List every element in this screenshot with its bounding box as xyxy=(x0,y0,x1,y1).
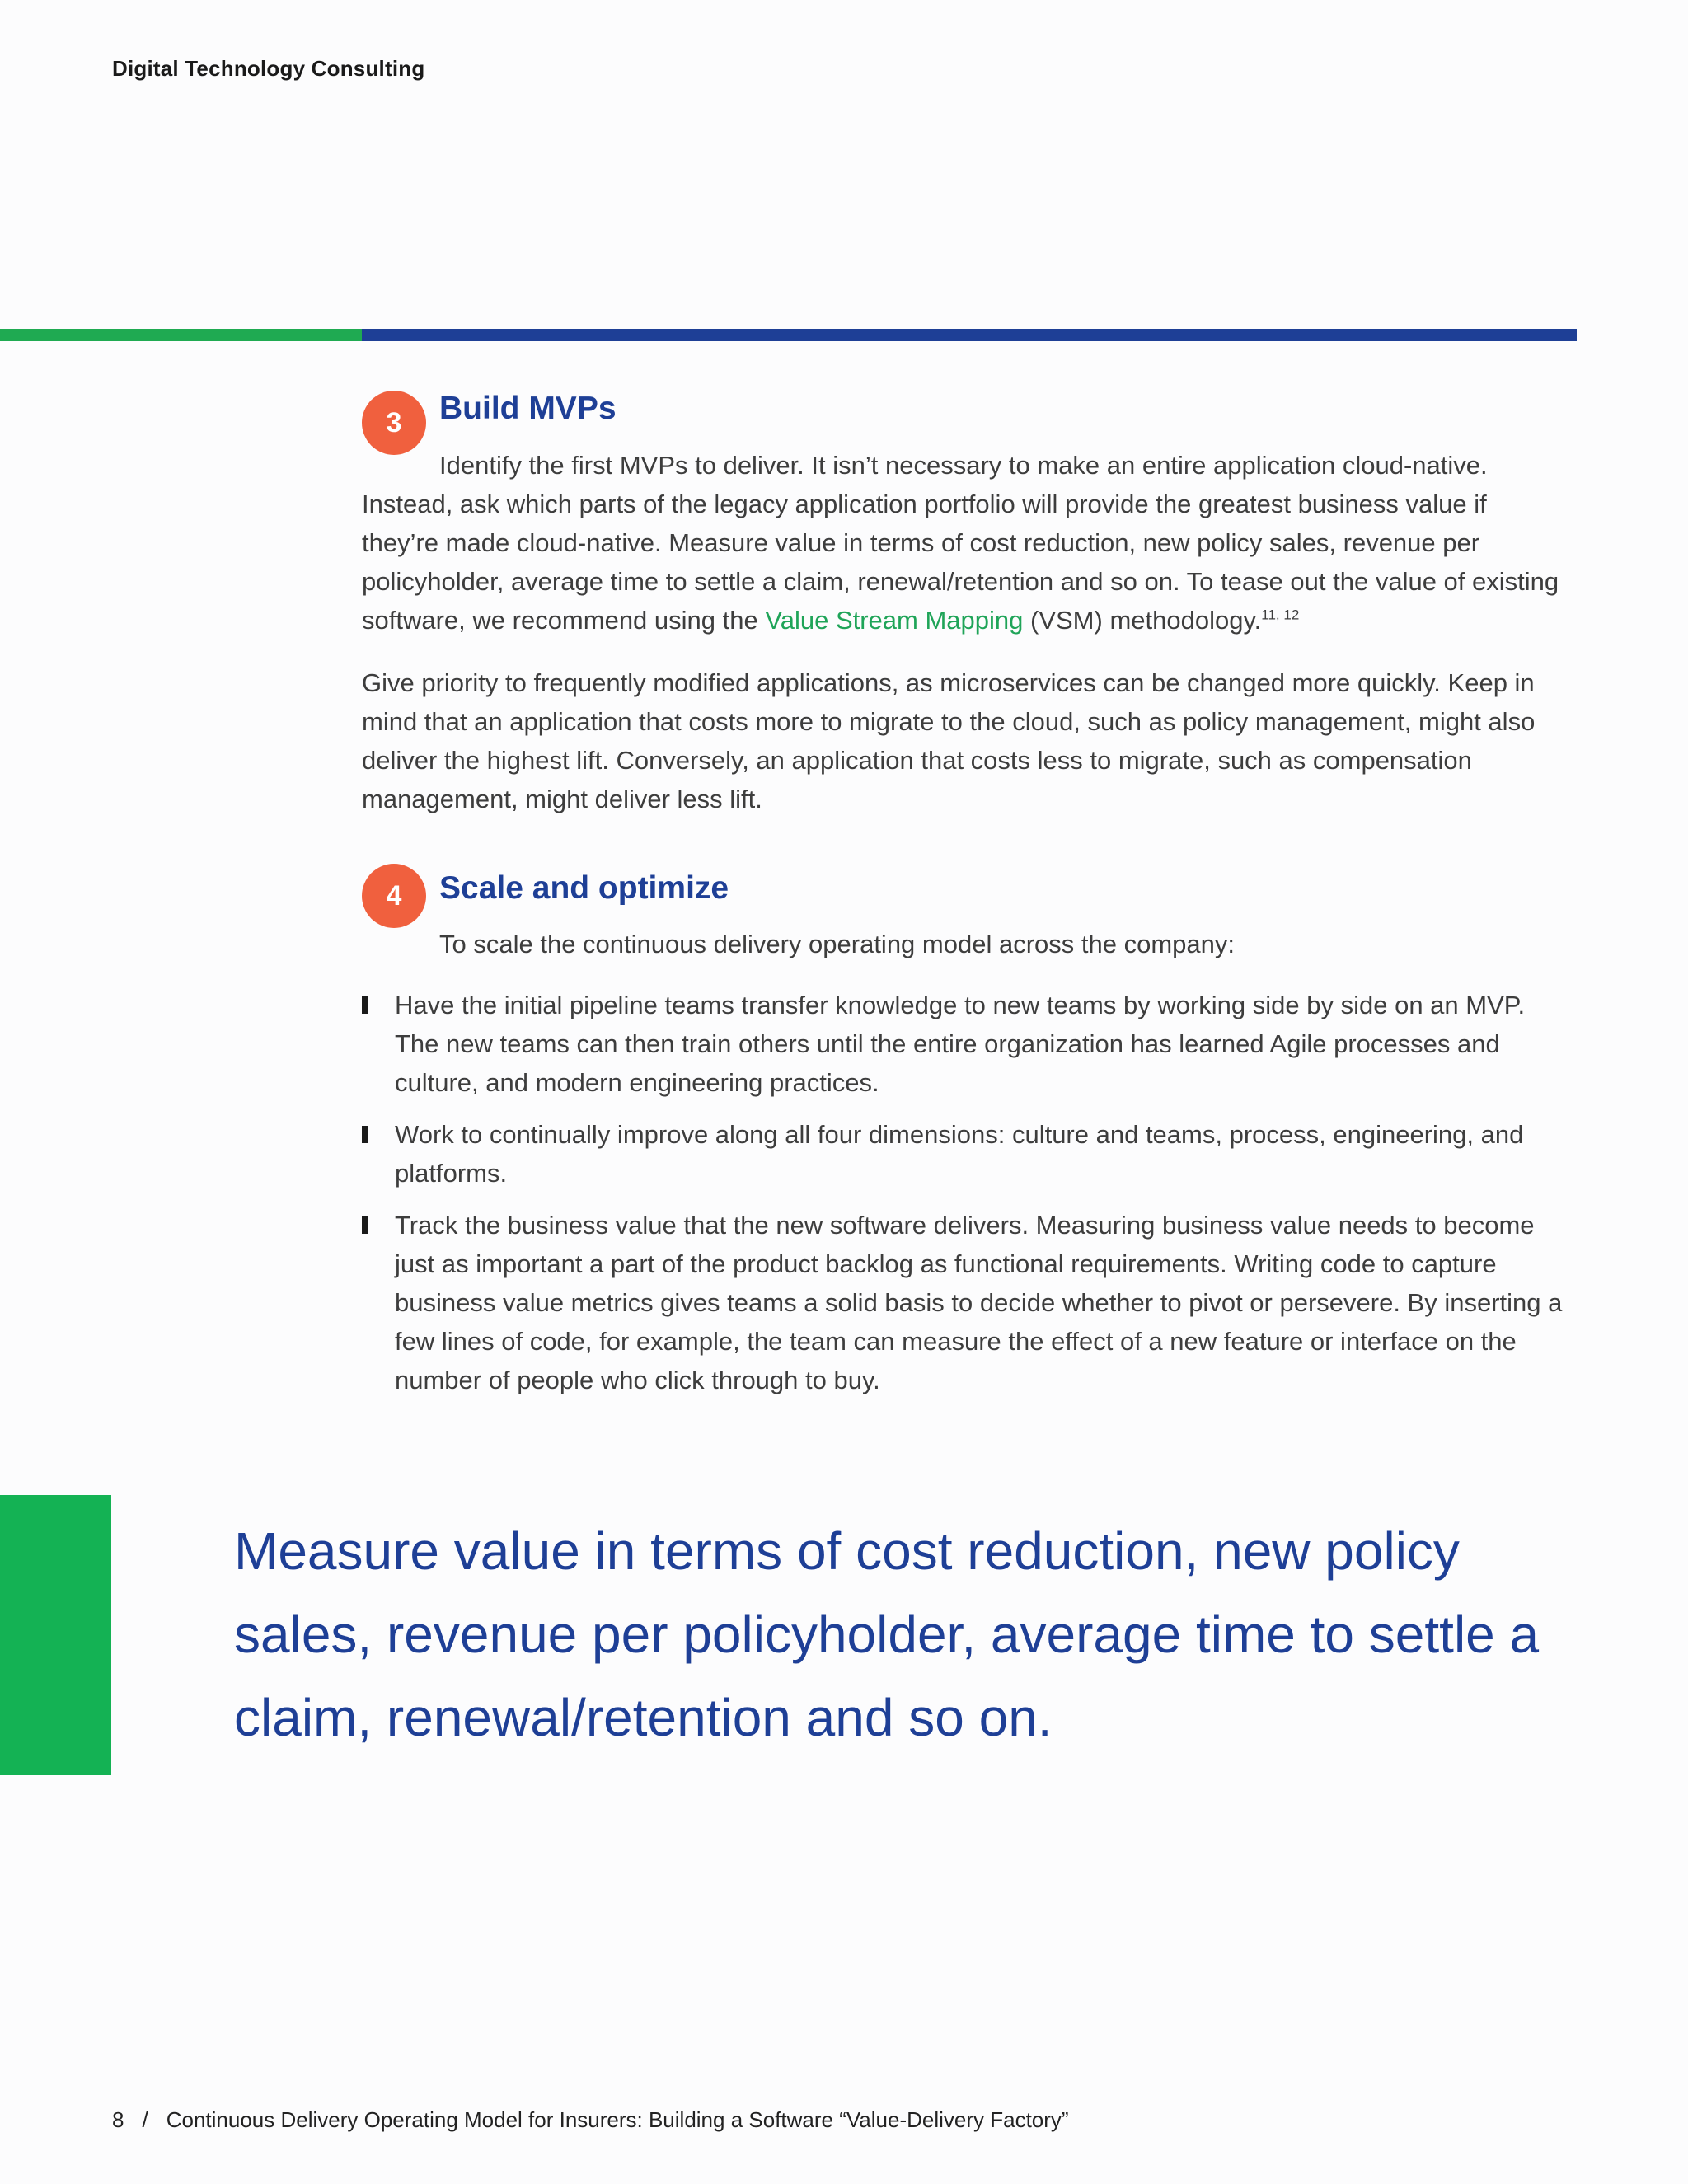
pull-quote-accent-bar xyxy=(0,1495,111,1775)
section3-paragraph-2: Give priority to frequently modified applications, as microservices can be changed more quickly. Keep in mind that an application that costs more to migrate to the cloud, such as policy management, might also deliver the highest lift. Conversely, an application that costs less to migrate, such as compensation management, might deliver less lift. xyxy=(362,668,1536,813)
step-badge-3: 3 xyxy=(362,391,426,455)
bullet-text: Work to continually improve along all four dimensions: culture and teams, process, engineering, and platforms. xyxy=(395,1120,1524,1188)
footer-separator: / xyxy=(142,2107,148,2132)
section3-paragraph-1 xyxy=(362,446,1565,640)
bullet-item xyxy=(362,1206,1565,1399)
bullet-text: Have the initial pipeline teams transfer knowledge to new teams by working side by side on an MVP. The new teams can then train others until the entire organization has learned Agile processes and culture, and modern engineering practices. xyxy=(395,991,1526,1097)
green-divider xyxy=(0,329,362,341)
bullet-item xyxy=(362,1115,1565,1193)
page-footer xyxy=(112,2107,1069,2133)
section-title-scale-optimize: Scale and optimize xyxy=(439,870,729,906)
page-number: 8 xyxy=(112,2107,124,2132)
bullet-item xyxy=(362,986,1565,1102)
bullet-marker xyxy=(362,1216,368,1234)
blue-divider xyxy=(362,329,1577,341)
header-brand: Digital Technology Consulting xyxy=(112,56,425,81)
bullet-text: Track the business value that the new software delivers. Measuring business value needs to become just as important a part of the product backlog as functional requirements. Writing code to capture business value metrics gives teams a solid basis to decide whether to pivot or persevere. By inserting a few lines of code, for example, the team can measure the effect of a new feature or interface on the number of people who click through to buy. xyxy=(395,1211,1563,1394)
step-badge-4: 4 xyxy=(362,864,426,928)
value-stream-mapping-link[interactable]: Value Stream Mapping xyxy=(765,606,1024,635)
bullet-list xyxy=(362,986,1565,1413)
pull-quote: Measure value in terms of cost reduction, new policy sales, revenue per policyholder, average time to settle a claim, renewal/retention and so on. xyxy=(234,1521,1540,1747)
document-title: Continuous Delivery Operating Model for Insurers: Building a Software “Value-Delivery Factory” xyxy=(166,2107,1069,2132)
footnote-reference: 11, 12 xyxy=(1261,607,1300,623)
bullet-marker xyxy=(362,996,368,1014)
paragraph-text: (VSM) methodology. xyxy=(1023,606,1262,635)
section-title-build-mvps: Build MVPs xyxy=(439,391,617,426)
paragraph-text: Identify the first MVPs to deliver. It isn’t necessary to make an entire application cloud-native. Instead, ask which parts of the legacy application portfolio will provide the greatest business value if they’re made cloud-native. Measure value in terms of cost reduction, new policy sales, revenue per policyholder, average time to settle a claim, renewal/retention and so on. To tease out the value of existing software, we recommend using the xyxy=(362,451,1559,635)
bullet-marker xyxy=(362,1126,368,1143)
section4-intro: To scale the continuous delivery operating model across the company: xyxy=(439,930,1235,958)
